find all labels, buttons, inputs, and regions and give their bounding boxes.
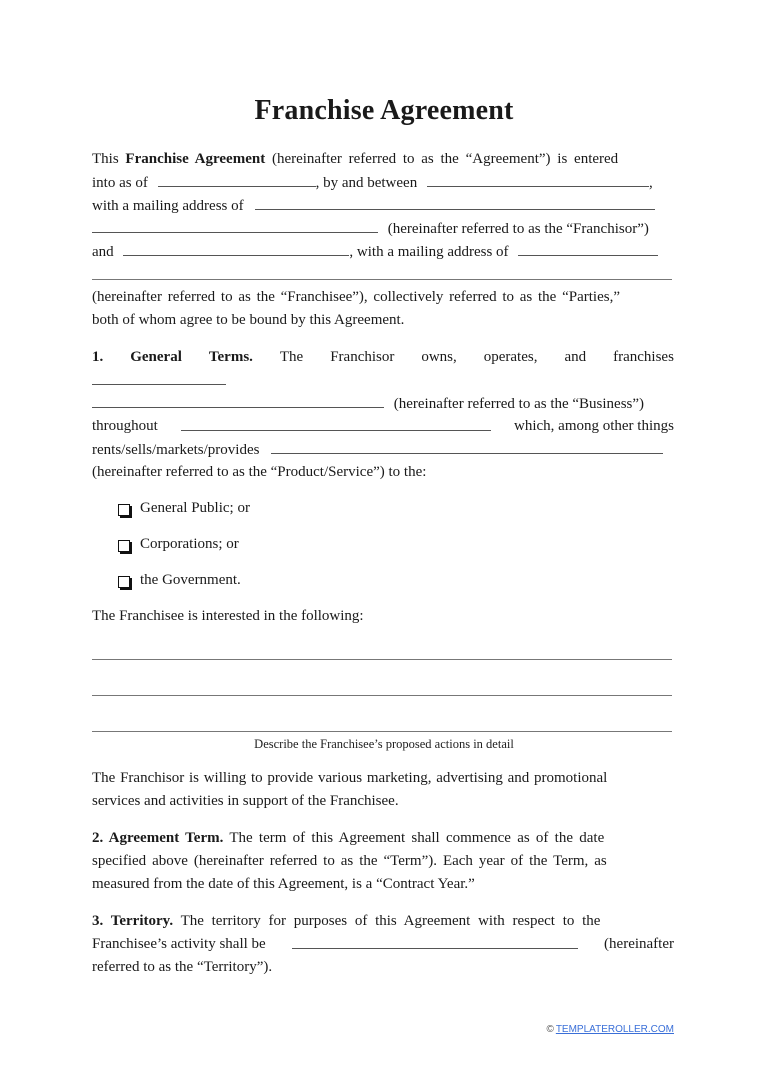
proposed-actions-blank-3[interactable] — [92, 731, 672, 732]
section1-text: rents/sells/markets/provides — [92, 442, 260, 458]
intro-line-4 — [92, 217, 674, 240]
intro-text: , with a mailing address of — [349, 244, 509, 260]
business-blank-1[interactable] — [92, 369, 226, 385]
intro-line-8: both of whom agree to be bound by this Agreement. — [92, 312, 405, 328]
franchisor-name-blank[interactable] — [427, 171, 649, 187]
proposed-actions-blank-2[interactable] — [92, 695, 672, 696]
section2-text: The term of this Agreement shall commence as of the date — [229, 830, 605, 846]
intro-line-2 — [92, 171, 674, 194]
section1-word: franchises — [613, 349, 674, 365]
copyright-icon: © — [546, 1024, 554, 1035]
section1-word: operates, — [483, 349, 538, 365]
section1-line-5 — [92, 438, 674, 461]
section2-heading: 2. Agreement Term. — [92, 830, 224, 846]
product-service-blank[interactable] — [271, 438, 663, 454]
section3-text: The territory for purposes of this Agreement with respect to the — [180, 913, 601, 929]
section1-number: 1. — [92, 349, 104, 365]
intro-text: , — [648, 175, 653, 191]
franchisee-name-blank[interactable] — [123, 240, 349, 256]
section1-word: and — [564, 349, 587, 365]
interested-line: The Franchisee is interested in the following: — [92, 608, 364, 624]
section3-heading: 3. Territory. — [92, 913, 174, 929]
section1-word: The — [279, 349, 304, 365]
willing-line-2: services and activities in support of the Franchisee. — [92, 793, 399, 809]
business-blank-2[interactable] — [92, 392, 384, 408]
section1-heading: Terms. — [208, 349, 253, 365]
proposed-actions-caption: Describe the Franchisee’s proposed actions in detail — [254, 737, 514, 751]
section1-text: throughout — [92, 418, 158, 434]
section1-line-3 — [92, 392, 674, 415]
checkbox-icon[interactable] — [118, 540, 130, 552]
section1-heading: General — [130, 349, 182, 365]
section1-line-2 — [92, 369, 674, 392]
section3-line-1 — [92, 910, 674, 933]
intro-text: and — [92, 244, 114, 260]
intro-text: (hereinafter referred to as the “Franchisor”) — [387, 221, 649, 237]
territory-throughout-blank[interactable] — [181, 415, 491, 431]
checkbox-icon[interactable] — [118, 504, 130, 516]
section1-word: owns, — [421, 349, 457, 365]
section3-text: Franchisee’s activity shall be — [92, 936, 266, 952]
section1-heading-line — [92, 346, 674, 369]
intro-text: with a mailing address of — [92, 198, 244, 214]
section1-line-4 — [92, 415, 674, 438]
checkbox-icon[interactable] — [118, 576, 130, 588]
checkbox-option[interactable] — [118, 533, 239, 556]
section1-line-6: (hereinafter referred to as the “Product/Service”) to the: — [92, 464, 427, 480]
agreement-name-bold: Franchise Agreement — [125, 151, 266, 167]
section2-line-1 — [92, 827, 674, 850]
checkbox-label: General Public; or — [140, 500, 250, 516]
proposed-actions-blank-1[interactable] — [92, 659, 672, 660]
section3-line-3: referred to as the “Territory”). — [92, 959, 273, 975]
checkbox-label: the Government. — [140, 572, 241, 588]
section2-line-3: measured from the date of this Agreement, is a “Contract Year.” — [92, 876, 475, 892]
intro-line-1 — [92, 148, 674, 171]
intro-line-7: (hereinafter referred to as the “Franchisee”), collectively referred to as the “Parties,” — [92, 289, 620, 305]
section3-text: (hereinafter — [604, 936, 674, 952]
templateroller-link[interactable]: TEMPLATEROLLER.COM — [555, 1024, 674, 1035]
franchisor-address-blank-1[interactable] — [255, 194, 655, 210]
franchisor-address-blank-2[interactable] — [92, 217, 378, 233]
section2-line-2: specified above (hereinafter referred to as the “Term”). Each year of the Term, as — [92, 853, 607, 869]
date-blank[interactable] — [158, 171, 316, 187]
willing-line-1: The Franchisor is willing to provide various marketing, advertising and promotional — [92, 770, 608, 786]
checkbox-option[interactable] — [118, 569, 241, 592]
intro-text: (hereinafter referred to as the “Agreement”) is entered — [271, 151, 619, 167]
territory-blank[interactable] — [292, 933, 578, 949]
intro-line-5 — [92, 240, 674, 263]
checkbox-option[interactable] — [118, 497, 250, 520]
franchisee-address-blank-1[interactable] — [518, 240, 658, 256]
intro-text: , by and between — [315, 175, 418, 191]
franchisee-address-blank-2[interactable] — [92, 279, 672, 280]
section1-word: Franchisor — [330, 349, 395, 365]
intro-line-3 — [92, 194, 674, 217]
section1-text: which, among other things — [514, 418, 674, 434]
checkbox-label: Corporations; or — [140, 536, 239, 552]
footer — [546, 1024, 674, 1035]
section1-text: (hereinafter referred to as the “Business”) — [393, 396, 645, 412]
intro-text: This — [92, 151, 119, 167]
page-title: Franchise Agreement — [254, 95, 514, 126]
section3-line-2 — [92, 933, 674, 956]
intro-text: into as of — [92, 175, 148, 191]
